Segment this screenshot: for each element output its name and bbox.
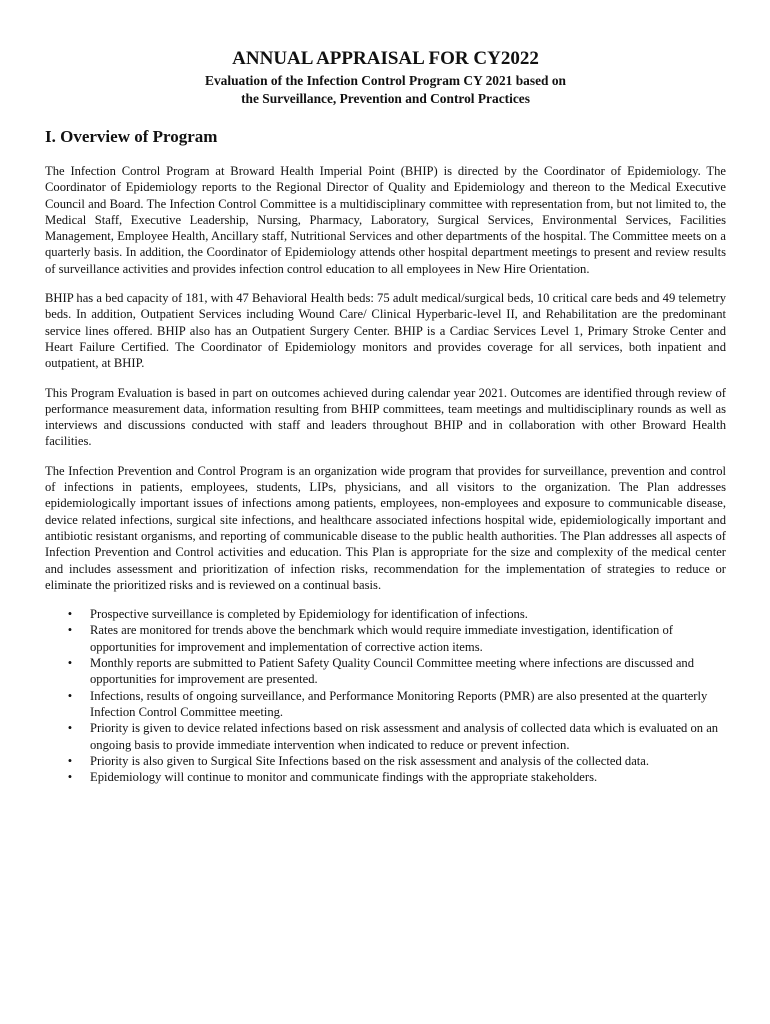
paragraph-prevention-program: The Infection Prevention and Control Program is an organization wide program that provides for surveillance, prevention and control of infections in patients, employees, students, LIPs, physicians, and all visitors to the organization. The Plan addresses epidemiologically important issues of infections among patients, employees, non-employees and exposure to communicable disease, device related infections, surgical site infections, and healthcare associated infections hospital wide, epidemiologically important and antibiotic resistant organisms, and reporting of communicable disease to the public health authorities. The Plan addresses all aspects of Infection Prevention and Control activities and education. This Plan is appropriate for the size and complexity of the medical center and includes assessment and prioritization of infection risks, recommendation for the implementation of strategies to reduce or eliminate the prioritized risks and is reviewed on a continual basis. xyxy=(45,463,726,592)
list-item-text: Infections, results of ongoing surveillance, and Performance Monitoring Reports (PMR) are also presented at the quarterly Infection Control Committee meeting. xyxy=(90,688,708,719)
list-item xyxy=(45,606,726,622)
bullet-icon: • xyxy=(67,753,73,768)
list-item-text: Rates are monitored for trends above the benchmark which would require immediate investigation, identification of opportunities for improvement and implementation of corrective action items. xyxy=(90,623,673,654)
bullet-icon: • xyxy=(67,607,73,622)
paragraph-bed-capacity: BHIP has a bed capacity of 181, with 47 Behavioral Health beds: 75 adult medical/surgical beds, 10 critical care beds and 49 telemetry beds. In addition, Outpatient Services including Wound Care/ Clinical Hyperbaric-level II, and Rehabilitation are the predominant service lines offered. BHIP also has an Outpatient Surgery Center. BHIP is a Cardiac Services Level 1, Primary Stroke Center and Heart Failure Certified. The Coordinator of Epidemiology monitors and provides coverage for all services, both inpatient and outpatient, at BHIP. xyxy=(45,291,726,371)
bullet-icon: • xyxy=(67,656,73,671)
list-item-text: Monthly reports are submitted to Patient Safety Quality Council Committee meeting where infections are discussed and opportunities for improvement are presented. xyxy=(90,656,695,687)
list-item xyxy=(45,720,726,753)
list-item xyxy=(45,753,726,769)
list-item xyxy=(45,769,726,785)
list-item-text: Priority is given to device related infections based on risk assessment and analysis of collected data which is evaluated on an ongoing basis to provide immediate intervention when indicated to reduce or prevent infection. xyxy=(90,721,719,752)
bullet-icon: • xyxy=(67,623,73,638)
document-title: ANNUAL APPRAISAL FOR CY2022 xyxy=(232,48,539,69)
section-heading-overview: I. Overview of Program xyxy=(45,127,218,146)
subtitle-line-1: Evaluation of the Infection Control Program CY 2021 based on xyxy=(205,73,566,88)
document-page xyxy=(45,48,726,785)
bullet-icon: • xyxy=(67,721,73,736)
document-subtitle xyxy=(45,72,726,108)
bullet-icon: • xyxy=(67,770,73,785)
list-item xyxy=(45,622,726,655)
list-item xyxy=(45,688,726,721)
paragraph-program-evaluation: This Program Evaluation is based in part on outcomes achieved during calendar year 2021. Outcomes are identified through review of performance measurement data, information resulting from BHIP committees, team meetings and multidisciplinary rounds as well as interviews and discussions conducted with staff and leaders throughout BHIP and in collaboration with other Broward Health facilities. xyxy=(45,385,726,449)
list-item-text: Priority is also given to Surgical Site Infections based on the risk assessment and analysis of the collected data. xyxy=(90,753,650,768)
subtitle-line-2: the Surveillance, Prevention and Control Practices xyxy=(241,91,530,106)
list-item-text: Epidemiology will continue to monitor and communicate findings with the appropriate stakeholders. xyxy=(90,770,598,785)
list-item-text: Prospective surveillance is completed by Epidemiology for identification of infections. xyxy=(90,607,528,622)
paragraph-program-direction: The Infection Control Program at Broward Health Imperial Point (BHIP) is directed by the Coordinator of Epidemiology. The Coordinator of Epidemiology reports to the Regional Director of Quality and Epidemiology and thereon to the Medical Executive Council and Board. The Infection Control Committee is a multidisciplinary committee with representation from, but not limited to, the Medical Staff, Executive Leadership, Nursing, Pharmacy, Laboratory, Surgical Services, Environmental Services, Facilities Management, Employee Health, Ancillary staff, Nutritional Services and other departments of the hospital. The Committee meets on a quarterly basis. In addition, the Coordinator of Epidemiology attends other hospital department meetings to present and review results of surveillance activities and provides infection control education to all employees in New Hire Orientation. xyxy=(45,164,726,276)
bullet-icon: • xyxy=(67,688,73,703)
bullet-list xyxy=(45,606,726,785)
list-item xyxy=(45,655,726,688)
